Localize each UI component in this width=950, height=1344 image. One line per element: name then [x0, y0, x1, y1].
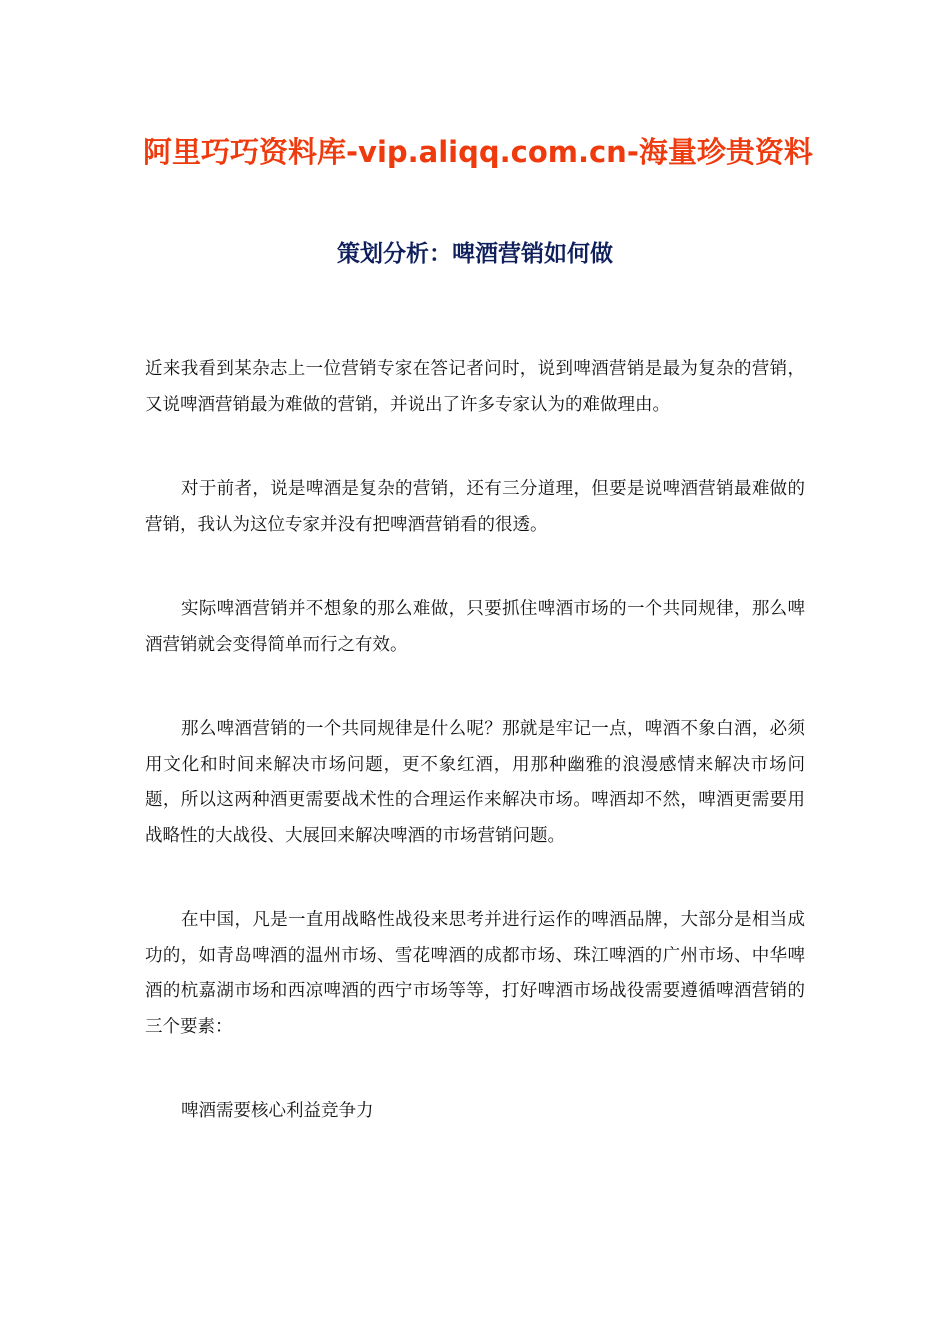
paragraph-2: 对于前者，说是啤酒是复杂的营销，还有三分道理，但要是说啤酒营销最难做的营销，我认为这位专家并没有把啤酒营销看的很透。: [145, 479, 805, 535]
paragraph-4: 那么啤酒营销的一个共同规律是什么呢？那就是牢记一点，啤酒不象白酒，必须用文化和时间来解决市场问题，更不象红酒，用那种幽雅的浪漫感情来解决市场问题，所以这两种酒更需要战术性的合理运作来解决市场。啤酒却不然，啤酒更需要用战略性的大战役、大展回来解决啤酒的市场营销问题。: [145, 719, 805, 846]
paragraph-5: 在中国，凡是一直用战略性战役来思考并进行运作的啤酒品牌，大部分是相当成功的，如青岛啤酒的温州市场、雪花啤酒的成都市场、珠江啤酒的广州市场、中华啤酒的杭嘉湖市场和西凉啤酒的西宁市场等等，打好啤酒市场战役需要遵循啤酒营销的三个要素：: [145, 910, 805, 1037]
document-title: 策划分析：啤酒营销如何做: [337, 241, 613, 267]
paragraph-6: 啤酒需要核心利益竞争力: [181, 1101, 374, 1121]
watermark-banner: 阿里巧巧资料库-vip.aliqq.com.cn-海量珍贵资料: [143, 135, 813, 169]
paragraph-3: 实际啤酒营销并不想象的那么难做，只要抓住啤酒市场的一个共同规律，那么啤酒营销就会变得简单而行之有效。: [145, 599, 805, 655]
paragraph-1: 近来我看到某杂志上一位营销专家在答记者问时，说到啤酒营销是最为复杂的营销，又说啤酒营销最为难做的营销，并说出了许多专家认为的难做理由。: [145, 359, 805, 415]
document-body: [145, 352, 805, 1130]
